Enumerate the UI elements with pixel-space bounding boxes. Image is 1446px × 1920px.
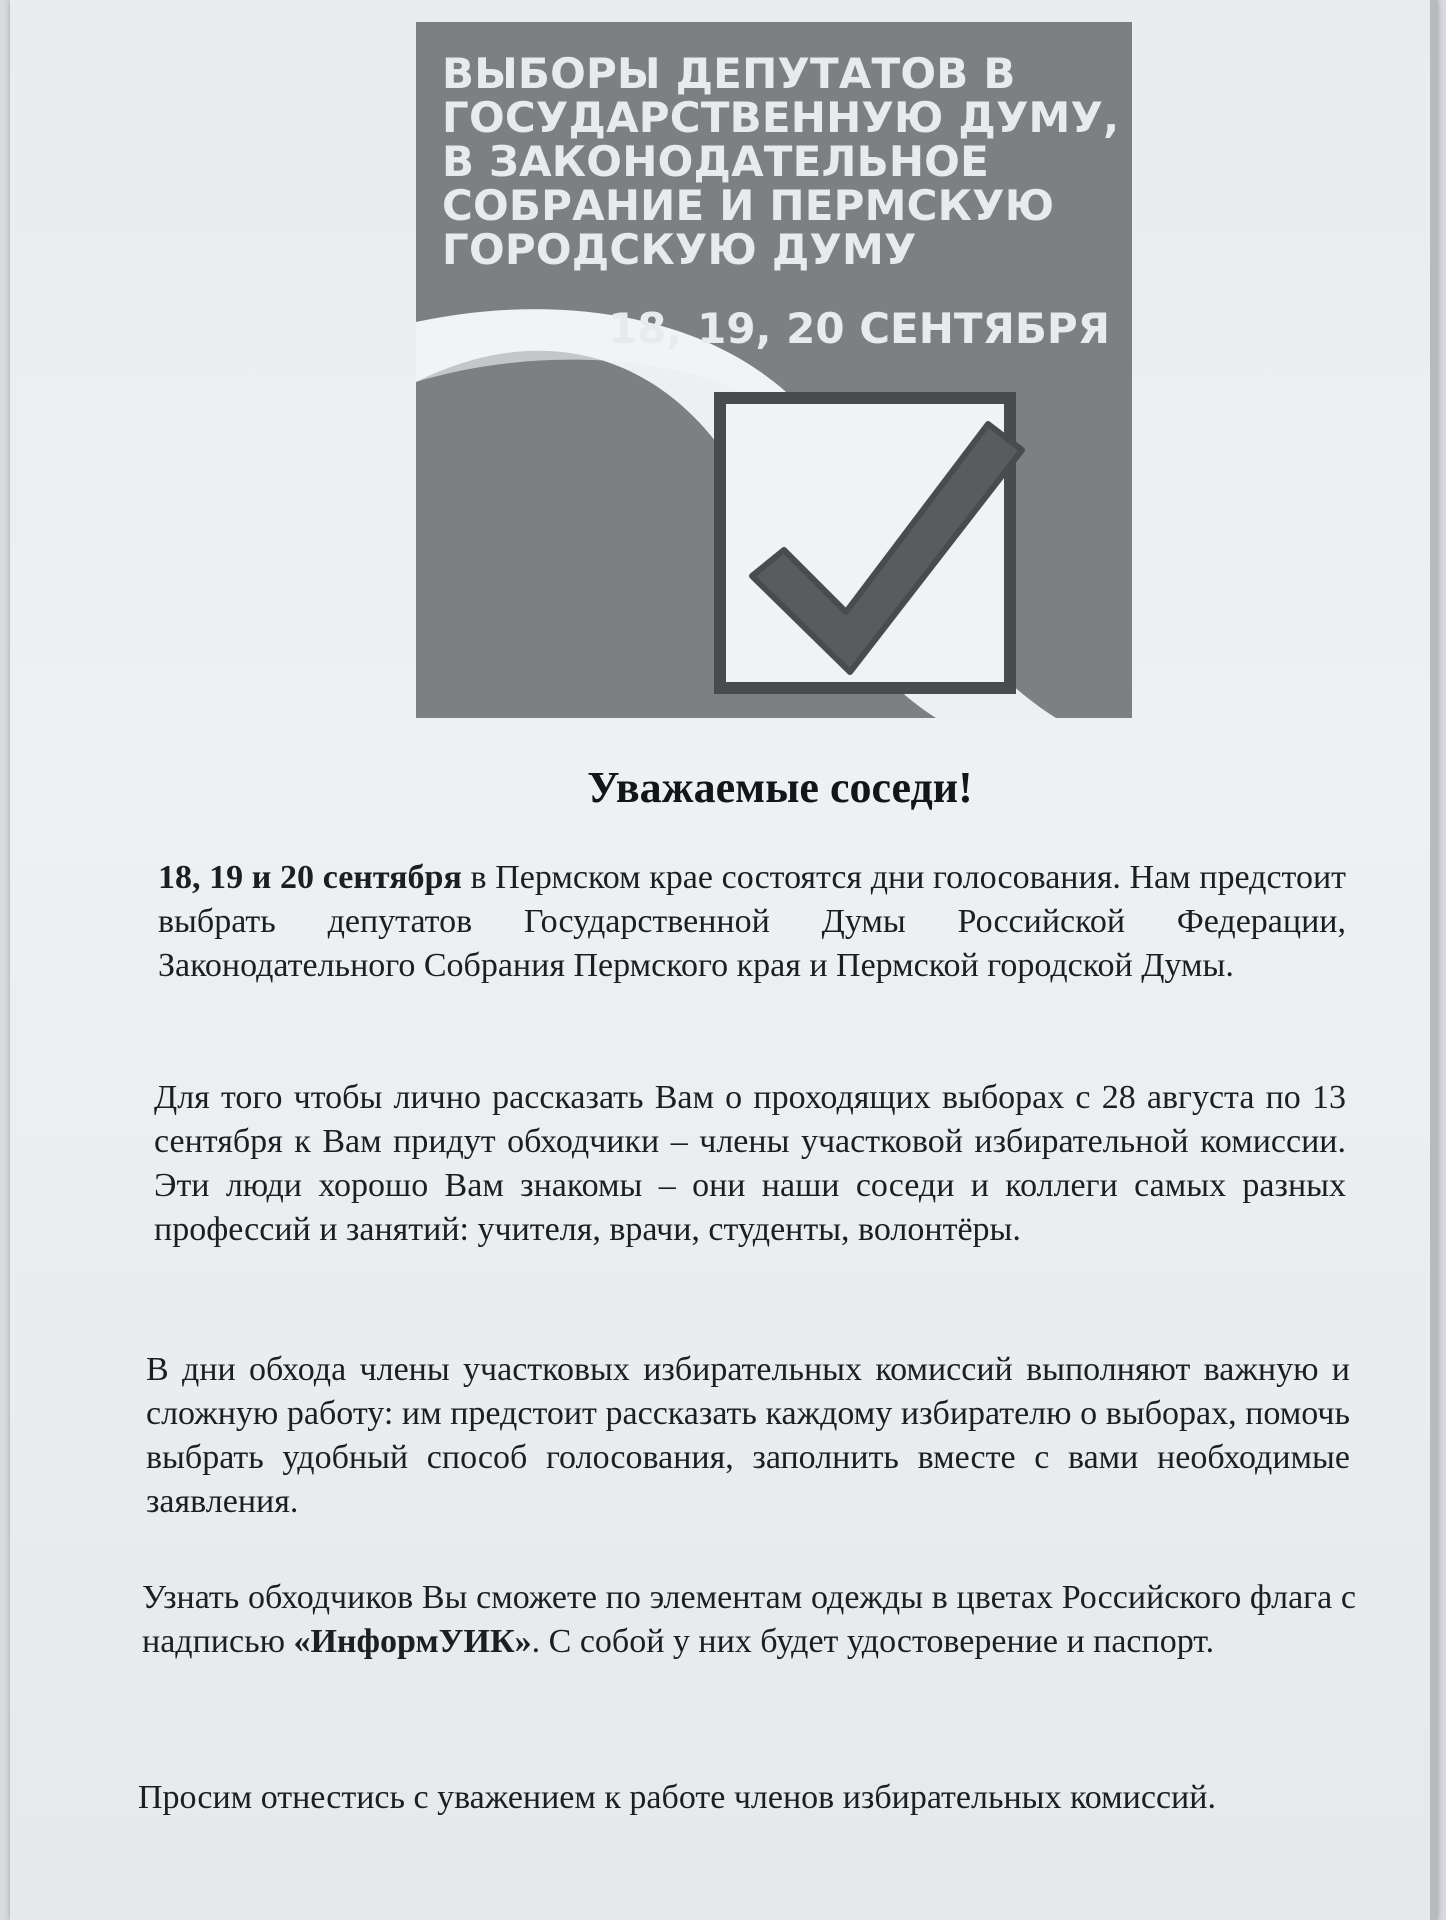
ballot-box-icon (714, 392, 1016, 694)
printed-sheet (10, 0, 1438, 1920)
banner-title-line: ГОРОДСКУЮ ДУМУ (442, 225, 917, 274)
paragraph-identification (142, 1576, 1356, 1664)
election-banner (416, 22, 1132, 718)
paragraph-commission-work: В дни обхода члены участковых избирательных комиссий выполняют важную и сложную работу: им предстоит рассказать каждому избирателю о выборах, помочь выбрать удобный способ голосования, заполнить вместе с вами необходимые заявления. (146, 1351, 1350, 1520)
banner-title (442, 49, 1122, 274)
paragraph-text: Узнать обходчиков Вы сможете по элементам одежды в цветах Российского флага с надписью (142, 1579, 1356, 1660)
checkmark-icon (706, 354, 1046, 714)
banner-title-line: ВЫБОРЫ ДЕПУТАТОВ В (442, 49, 1016, 98)
banner-dates: 18, 19, 20 СЕНТЯБРЯ (608, 304, 1110, 353)
banner-title-line: ГОСУДАРСТВЕННУЮ ДУМУ, (442, 93, 1120, 142)
paragraph-canvassers: Для того чтобы лично рассказать Вам о проходящих выборах с 28 августа по 13 сентября к Вам придут обходчики – члены участковой избирательной комиссии. Эти люди хорошо Вам знакомы – они наши соседи и коллеги самых разных профессий и занятий: учителя, врачи, студенты, волонтёры. (154, 1079, 1346, 1248)
banner-title-line: СОБРАНИЕ И ПЕРМСКУЮ (442, 181, 1055, 230)
voting-dates-bold: 18, 19 и 20 сентября (158, 859, 462, 896)
letter-heading: Уважаемые соседи! (587, 763, 973, 812)
informuik-label: «ИнформУИК» (293, 1623, 532, 1660)
paragraph-text: . С собой у них будет удостоверение и паспорт. (531, 1623, 1215, 1660)
sheet-edge-shadow (1430, 0, 1438, 1920)
banner-title-line: В ЗАКОНОДАТЕЛЬНОЕ (442, 137, 989, 186)
paragraph-request: Просим отнестись с уважением к работе членов избирательных комиссий. (138, 1779, 1216, 1816)
paragraph-text: в Пермском крае состоятся дни голосования. Нам предстоит выбрать депутатов Государственной Думы Российской Федерации, Законодательного Собрания Пермского края и Пермской городской Думы. (158, 859, 1347, 984)
paragraph-voting-days (158, 856, 1346, 988)
